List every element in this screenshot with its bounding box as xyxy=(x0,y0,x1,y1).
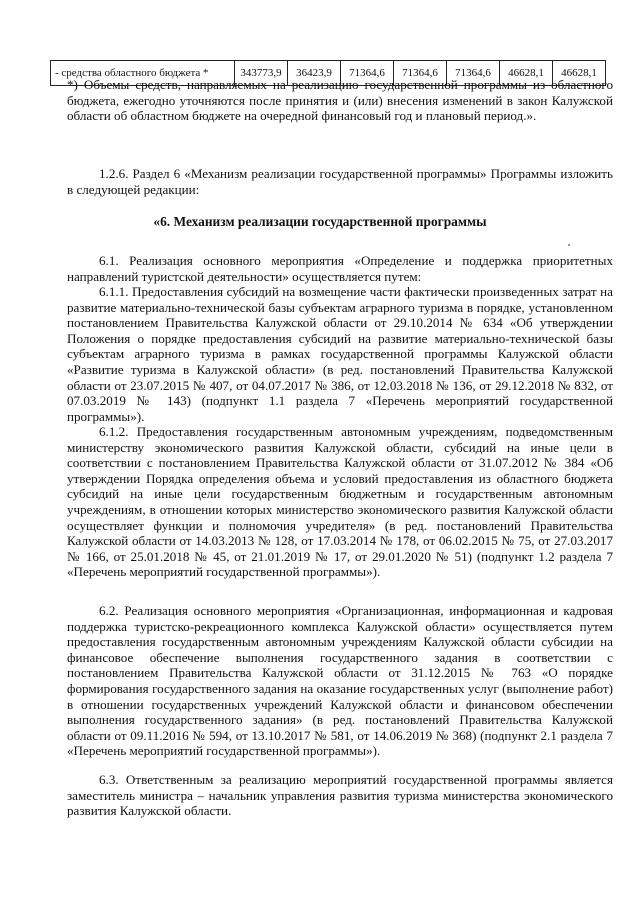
footnote: *) Объемы средств, направляемых на реализацию государственной программы из областного бюджета, ежегодно уточняются после принятия и (или) внесения изменений в закон Калужской области об областном бюджете на очередной финансовый год и плановый период.». xyxy=(67,77,613,124)
paragraph-6-2: 6.2. Реализация основного мероприятия «Организационная, информационная и кадровая поддержка туристско-рекреационного комплекса Калужской области» осуществляется путем предоставления государственным автономным учреждениям Калужской области субсидии на финансовое обеспечение выполнения государственного задания в соответствии с постановлением Правительства Калужской области от 31.12.2015 № 763 «О порядке формирования государственного задания на оказание государственных услуг (выполнение работ) в отношении государственных учреждений Калужской области и финансовом обеспечении выполнения государственного задания» (в ред. постановлений Правительства Калужской области от 09.11.2016 № 594, от 13.10.2017 № 581, от 14.06.2019 № 368) (подпункт 2.1 раздела 7 «Перечень мероприятий государственной программы»). xyxy=(67,603,613,759)
paragraph-6-3: 6.3. Ответственным за реализацию мероприятий государственной программы является заместитель министра – начальник управления развития туризма министерства экономического развития Калужской области. xyxy=(67,772,613,819)
table-cell: 46628,1 xyxy=(553,61,606,86)
table-cell: 71364,6 xyxy=(447,61,500,86)
table-cell: 36423,9 xyxy=(288,61,341,86)
scan-artifact xyxy=(568,244,570,246)
section-heading: «6. Механизм реализации государственной программы xyxy=(153,214,487,229)
paragraph-1-2-6: 1.2.6. Раздел 6 «Механизм реализации государственной программы» Программы изложить в следующей редакции: xyxy=(67,166,613,197)
table-cell: 71364,6 xyxy=(341,61,394,86)
paragraph-6-1-2: 6.1.2. Предоставления государственным автономным учреждениям, подведомственным министерству экономического развития Калужской области, субсидий на иные цели в соответствии с постановлением Правительства Калужской области от 31.07.2012 № 384 «Об утверждении Порядка определения объема и условий предоставления из областного бюджета субсидий на иные цели государственным бюджетным и государственным автономным учреждениям, в отношении которых министерство экономического развития Калужской области осуществляет функции и полномочия учредителя» (в ред. постановлений Правительства Калужской области от 14.03.2013 № 128, от 17.03.2014 № 178, от 06.02.2015 № 75, от 27.03.2017 № 166, от 25.01.2018 № 45, от 21.01.2019 № 17, от 29.01.2020 № 51) (подпункт 1.2 раздела 7 «Перечень мероприятий государственной программы»). xyxy=(67,424,613,580)
table-row-label: - средства областного бюджета * xyxy=(51,61,235,86)
table-cell: 71364,6 xyxy=(394,61,447,86)
table-cell: 46628,1 xyxy=(500,61,553,86)
table-cell: 343773,9 xyxy=(235,61,288,86)
paragraph-6-1: 6.1. Реализация основного мероприятия «Определение и поддержка приоритетных направлений туристской деятельности» осуществляется путем: xyxy=(67,253,613,284)
paragraph-6-1-1: 6.1.1. Предоставления субсидий на возмещение части фактически произведенных затрат на развитие материально-технической базы субъектам аграрного туризма в порядке, установленном постановлением Правительства Калужской области от 29.10.2014 № 634 «Об утверждении Положения о порядке предоставления субсидий на развитие материально-технической базы субъектам аграрного туризма в рамках государственной программы Калужской области «Развитие туризма в Калужской области» (в ред. постановлений Правительства Калужской области от 23.07.2015 № 407, от 04.07.2017 № 386, от 12.03.2018 № 136, от 29.12.2018 № 832, от 07.03.2019 № 143) (подпункт 1.1 раздела 7 «Перечень мероприятий государственной программы»). xyxy=(67,284,613,424)
